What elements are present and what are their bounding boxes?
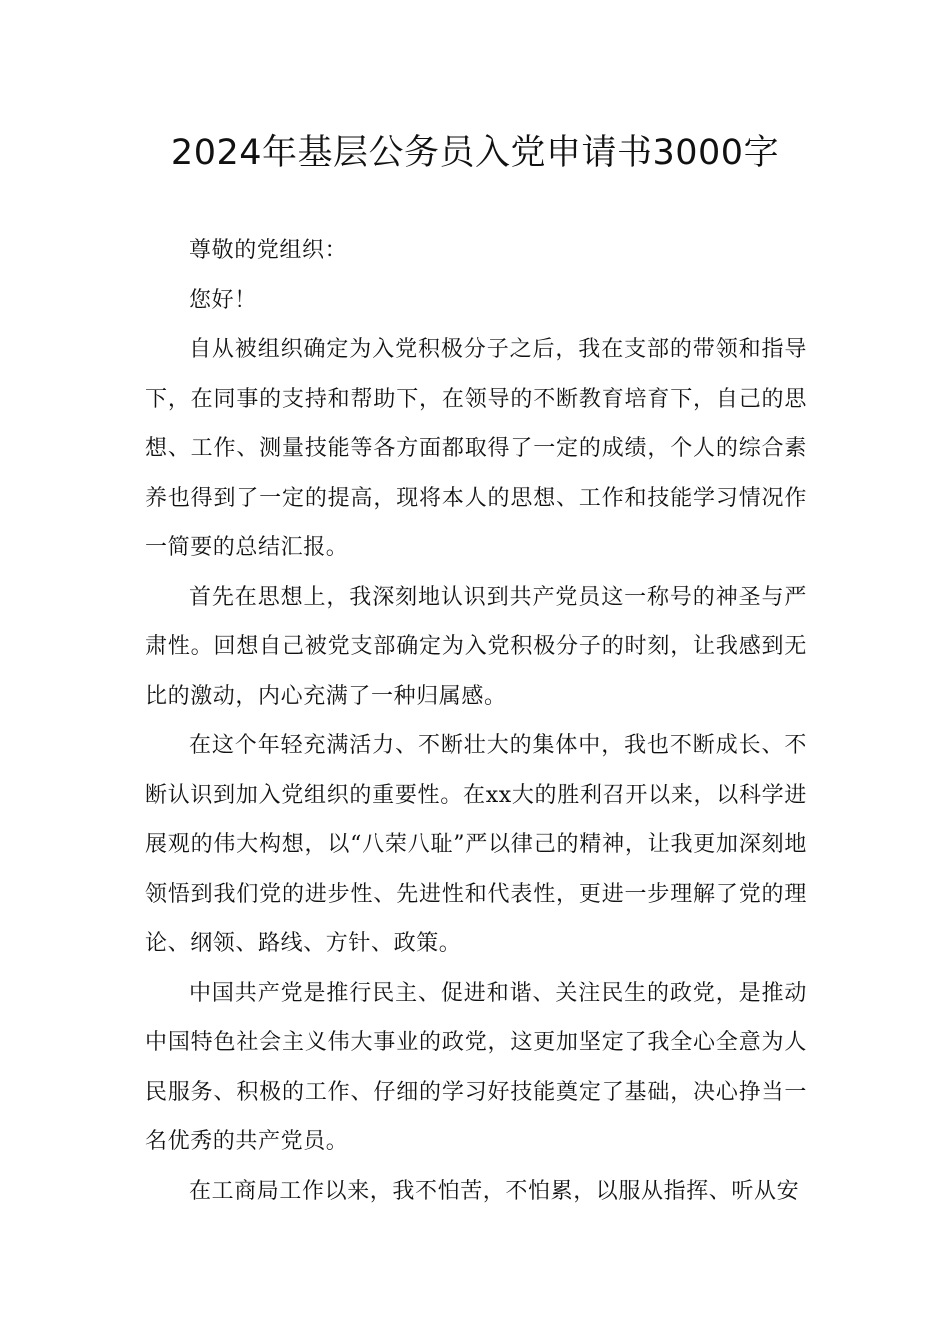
salutation: 尊敬的党组织： [189, 238, 348, 263]
body-paragraph: 在这个年轻充满活力、不断壮大的集体中，我也不断成长、不断认识到加入党组织的重要性。在xx大的胜利召开以来，以科学进展观的伟大构想，以“八荣八耻”严以律己的精神，让我更加深刻地领悟到我们党的进步性、先进性和代表性，更进一步理解了党的理论、纲领、路线、方针、政策。 [145, 733, 807, 956]
body-paragraph: 中国共产党是推行民主、促进和谐、关注民生的政党，是推动中国特色社会主义伟大事业的政党，这更加坚定了我全心全意为人民服务、积极的工作、仔细的学习好技能奠定了基础，决心挣当一名优秀的共产党员。 [145, 980, 807, 1154]
body-paragraph: 在工商局工作以来，我不怕苦，不怕累，以服从指挥、听从安 [189, 1178, 800, 1204]
document-body [145, 226, 807, 1216]
greeting: 您好！ [189, 287, 257, 313]
body-paragraph: 自从被组织确定为入党积极分子之后，我在支部的带领和指导下，在同事的支持和帮助下，在领导的不断教育培育下，自己的思想、工作、测量技能等各方面都取得了一定的成绩，个人的综合素养也得到了一定的提高，现将本人的思想、工作和技能学习情况作一简要的总结汇报。 [145, 337, 807, 560]
document-title: 2024年基层公务员入党申请书3000字 [170, 133, 780, 173]
body-paragraph: 首先在思想上，我深刻地认识到共产党员这一称号的神圣与严肃性。回想自己被党支部确定为入党积极分子的时刻，让我感到无比的激动，内心充满了一种归属感。 [145, 584, 807, 709]
